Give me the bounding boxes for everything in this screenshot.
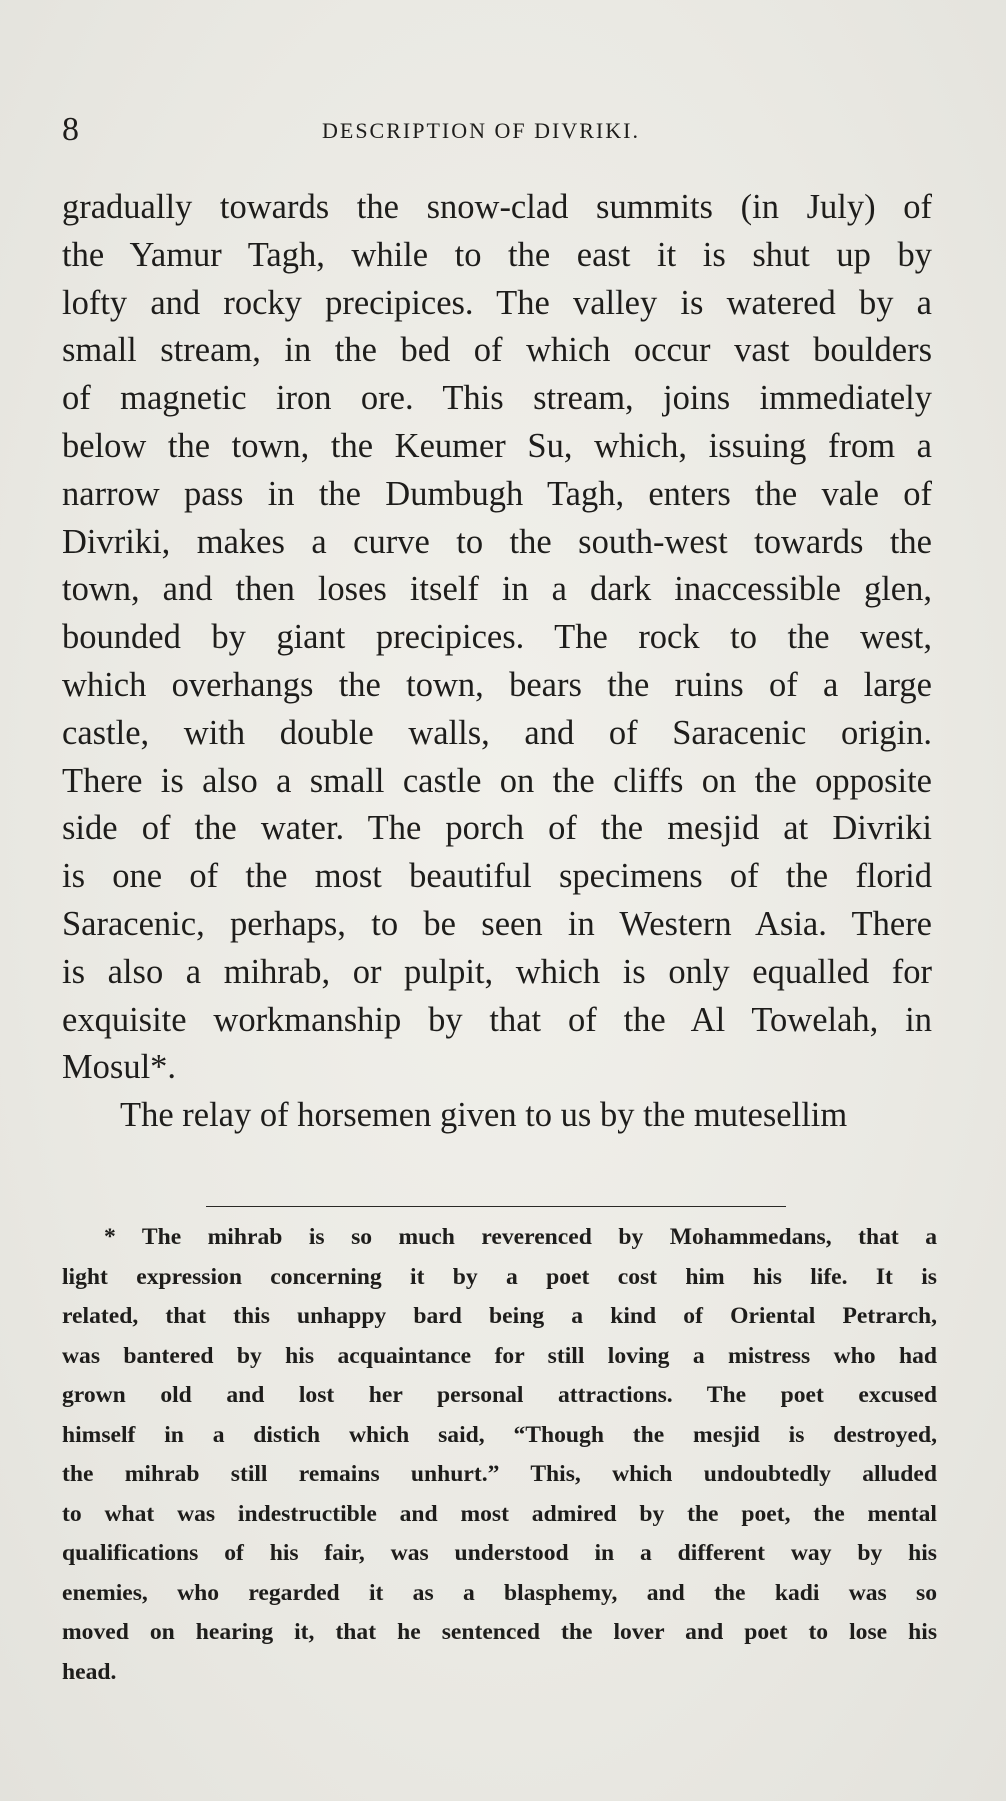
footnote-line: to what was indestructible and most admired by the poet, the mental — [62, 1500, 937, 1527]
footnote-line: was bantered by his acquaintance for still loving a mistress who had — [62, 1342, 937, 1369]
body-line: narrow pass in the Dumbugh Tagh, enters the vale of — [62, 474, 932, 513]
body-line: town, and then loses itself in a dark inaccessible glen, — [62, 570, 932, 609]
page-header — [62, 110, 942, 150]
footnote-line: related, that this unhappy bard being a kind of Oriental Petrarch, — [62, 1303, 937, 1329]
body-line: the Yamur Tagh, while to the east it is shut up by — [62, 235, 932, 274]
running-head: DESCRIPTION OF DIVRIKI. — [322, 118, 640, 143]
body-text — [62, 184, 932, 1140]
body-line-paragraph-start: The relay of horsemen given to us by the mutesellim — [120, 1096, 848, 1135]
body-line: gradually towards the snow-clad summits (in July) of — [62, 188, 932, 226]
body-line: of magnetic iron ore. This stream, joins immediately — [62, 379, 932, 418]
body-line: exquisite workmanship by that of the Al Towelah, in — [62, 1000, 932, 1039]
footnote-line: head. — [62, 1658, 117, 1685]
body-line: Mosul*. — [62, 1048, 177, 1087]
body-line: which overhangs the town, bears the ruins of a large — [62, 665, 932, 704]
body-line: There is also a small castle on the cliffs on the opposite — [62, 761, 932, 800]
body-line: small stream, in the bed of which occur vast boulders — [62, 331, 932, 370]
footnote-line: * The mihrab is so much reverenced by Mohammedans, that a — [104, 1224, 937, 1250]
body-line: below the town, the Keumer Su, which, issuing from a — [62, 426, 932, 465]
body-line: side of the water. The porch of the mesjid at Divriki — [62, 809, 932, 848]
body-line: Divriki, makes a curve to the south-west towards the — [62, 522, 932, 561]
footnote-line: light expression concerning it by a poet cost him his life. It is — [62, 1263, 937, 1290]
footnote-rule — [206, 1206, 786, 1207]
body-line: Saracenic, perhaps, to be seen in Western Asia. There — [62, 904, 932, 943]
body-line: bounded by giant precipices. The rock to the west, — [62, 618, 932, 657]
body-line: lofty and rocky precipices. The valley is watered by a — [62, 283, 932, 322]
body-line: is also a mihrab, or pulpit, which is only equalled for — [62, 952, 932, 991]
footnote-line: moved on hearing it, that he sentenced the lover and poet to lose his — [62, 1619, 937, 1645]
footnote-line: qualifications of his fair, was understood in a different way by his — [62, 1540, 937, 1566]
body-line: is one of the most beautiful specimens of the florid — [62, 857, 932, 896]
body-line: castle, with double walls, and of Saracenic origin. — [62, 713, 932, 752]
footnote-line: enemies, who regarded it as a blasphemy, and the kadi was so — [62, 1579, 937, 1606]
footnote — [62, 1218, 937, 1692]
footnote-line: himself in a distich which said, “Though the mesjid is destroyed, — [62, 1421, 937, 1448]
footnote-line: the mihrab still remains unhurt.” This, which undoubtedly alluded — [62, 1461, 937, 1487]
page-number: 8 — [62, 111, 79, 148]
footnote-line: grown old and lost her personal attractions. The poet excused — [62, 1382, 937, 1408]
